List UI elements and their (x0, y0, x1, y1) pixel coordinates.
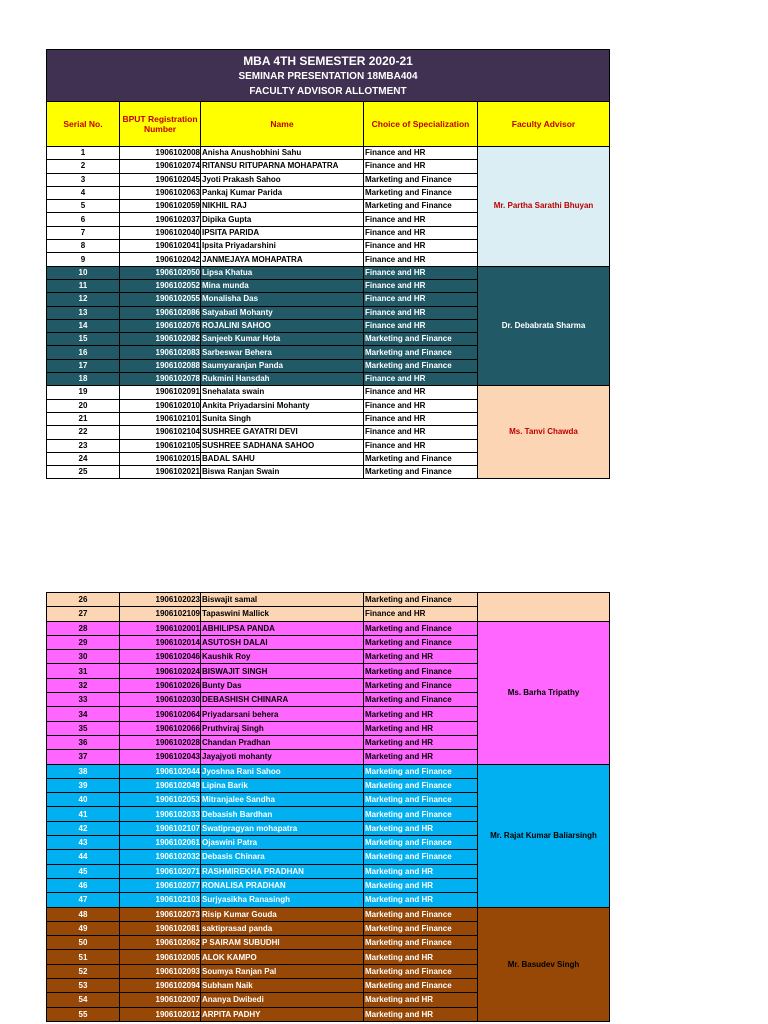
spec-cell: Marketing and Finance (364, 764, 478, 778)
serial-cell: 19 (47, 386, 120, 399)
spec-cell: Marketing and Finance (364, 186, 478, 199)
serial-cell: 3 (47, 173, 120, 186)
name-cell: RASHMIREKHA PRADHAN (201, 864, 364, 878)
serial-cell: 13 (47, 306, 120, 319)
title-line3: FACULTY ADVISOR ALLOTMENT (249, 85, 407, 97)
reg-cell: 1906102082 (120, 333, 201, 346)
reg-cell: 1906102077 (120, 878, 201, 892)
name-cell: Sunita Singh (201, 412, 364, 425)
reg-cell: 1906102015 (120, 452, 201, 465)
name-cell: Lipsa Khatua (201, 266, 364, 279)
spec-cell: Marketing and Finance (364, 793, 478, 807)
serial-cell: 34 (47, 707, 120, 721)
serial-cell: 23 (47, 439, 120, 452)
name-cell: SUSHREE SADHANA SAHOO (201, 439, 364, 452)
serial-cell: 44 (47, 850, 120, 864)
reg-cell: 1906102008 (120, 147, 201, 160)
serial-cell: 18 (47, 373, 120, 386)
faculty-advisor-cell: Ms. Tanvi Chawda (478, 386, 610, 479)
reg-cell: 1906102049 (120, 778, 201, 792)
spec-cell: Marketing and HR (364, 1007, 478, 1021)
reg-cell: 1906102055 (120, 293, 201, 306)
serial-cell: 14 (47, 319, 120, 332)
reg-cell: 1906102042 (120, 253, 201, 266)
serial-cell: 42 (47, 821, 120, 835)
faculty-advisor-cell: Ms. Barha Tripathy (478, 621, 610, 764)
reg-cell: 1906102021 (120, 466, 201, 479)
spec-cell: Marketing and Finance (364, 979, 478, 993)
reg-cell: 1906102040 (120, 226, 201, 239)
serial-cell: 17 (47, 359, 120, 372)
reg-cell: 1906102050 (120, 266, 201, 279)
spec-cell: Finance and HR (364, 386, 478, 399)
name-cell: Ananya Dwibedi (201, 993, 364, 1007)
name-cell: ABHILIPSA PANDA (201, 621, 364, 635)
spec-cell: Finance and HR (364, 213, 478, 226)
spec-cell: Finance and HR (364, 147, 478, 160)
spec-cell: Marketing and Finance (364, 173, 478, 186)
spec-cell: Marketing and HR (364, 707, 478, 721)
spec-cell: Marketing and Finance (364, 333, 478, 346)
spec-cell: Marketing and HR (364, 864, 478, 878)
reg-cell: 1906102041 (120, 240, 201, 253)
name-cell: Chandan Pradhan (201, 735, 364, 749)
faculty-advisor-cell (478, 593, 610, 622)
serial-cell: 50 (47, 936, 120, 950)
name-cell: P SAIRAM SUBUDHI (201, 936, 364, 950)
name-cell: saktiprasad panda (201, 921, 364, 935)
spec-cell: Finance and HR (364, 226, 478, 239)
reg-cell: 1906102045 (120, 173, 201, 186)
serial-cell: 55 (47, 1007, 120, 1021)
reg-cell: 1906102076 (120, 319, 201, 332)
table-row (47, 147, 610, 160)
table-row (47, 266, 610, 279)
serial-cell: 5 (47, 200, 120, 213)
reg-cell: 1906102107 (120, 821, 201, 835)
spec-cell: Finance and HR (364, 306, 478, 319)
reg-cell: 1906102063 (120, 186, 201, 199)
spec-cell: Marketing and HR (364, 721, 478, 735)
reg-cell: 1906102061 (120, 836, 201, 850)
table-row (47, 593, 610, 607)
serial-cell: 35 (47, 721, 120, 735)
serial-cell: 39 (47, 778, 120, 792)
reg-cell: 1906102010 (120, 399, 201, 412)
reg-cell: 1906102028 (120, 735, 201, 749)
serial-cell: 2 (47, 160, 120, 173)
spec-cell: Marketing and Finance (364, 907, 478, 921)
reg-cell: 1906102083 (120, 346, 201, 359)
name-cell: Sanjeeb Kumar Hota (201, 333, 364, 346)
serial-cell: 40 (47, 793, 120, 807)
spec-cell: Marketing and Finance (364, 850, 478, 864)
allotment-table-top (46, 49, 610, 479)
serial-cell: 20 (47, 399, 120, 412)
reg-cell: 1906102026 (120, 678, 201, 692)
reg-cell: 1906102101 (120, 412, 201, 425)
faculty-advisor-cell: Mr. Basudev Singh (478, 907, 610, 1021)
name-cell: ROJALINI SAHOO (201, 319, 364, 332)
name-cell: Kaushik Roy (201, 650, 364, 664)
name-cell: RITANSU RITUPARNA MOHAPATRA (201, 160, 364, 173)
serial-cell: 12 (47, 293, 120, 306)
reg-cell: 1906102001 (120, 621, 201, 635)
faculty-advisor-cell: Mr. Rajat Kumar Baliarsingh (478, 764, 610, 907)
header-spec: Choice of Specialization (364, 102, 478, 147)
spec-cell: Marketing and Finance (364, 693, 478, 707)
reg-cell: 1906102062 (120, 936, 201, 950)
header-serial: Serial No. (47, 102, 120, 147)
serial-cell: 36 (47, 735, 120, 749)
serial-cell: 8 (47, 240, 120, 253)
name-cell: JANMEJAYA MOHAPATRA (201, 253, 364, 266)
spec-cell: Marketing and HR (364, 878, 478, 892)
reg-cell: 1906102024 (120, 664, 201, 678)
serial-cell: 37 (47, 750, 120, 764)
name-cell: Subham Naik (201, 979, 364, 993)
spec-cell: Finance and HR (364, 412, 478, 425)
serial-cell: 16 (47, 346, 120, 359)
table-body-bottom (47, 593, 610, 1022)
reg-cell: 1906102005 (120, 950, 201, 964)
serial-cell: 6 (47, 213, 120, 226)
reg-cell: 1906102007 (120, 993, 201, 1007)
reg-cell: 1906102033 (120, 807, 201, 821)
serial-cell: 26 (47, 593, 120, 607)
name-cell: Satyabati Mohanty (201, 306, 364, 319)
name-cell: Anisha Anushobhini Sahu (201, 147, 364, 160)
reg-cell: 1906102059 (120, 200, 201, 213)
allotment-table-bottom (46, 592, 610, 1022)
serial-cell: 53 (47, 979, 120, 993)
spec-cell: Finance and HR (364, 399, 478, 412)
faculty-advisor-cell: Dr. Debabrata Sharma (478, 266, 610, 386)
reg-cell: 1906102043 (120, 750, 201, 764)
name-cell: ARPITA PADHY (201, 1007, 364, 1021)
name-cell: NIKHIL RAJ (201, 200, 364, 213)
spec-cell: Marketing and Finance (364, 359, 478, 372)
spec-cell: Finance and HR (364, 439, 478, 452)
reg-cell: 1906102109 (120, 607, 201, 621)
reg-cell: 1906102074 (120, 160, 201, 173)
name-cell: Pruthviraj Singh (201, 721, 364, 735)
reg-cell: 1906102093 (120, 964, 201, 978)
reg-cell: 1906102103 (120, 893, 201, 907)
faculty-advisor-cell: Mr. Partha Sarathi Bhuyan (478, 147, 610, 267)
serial-cell: 7 (47, 226, 120, 239)
serial-cell: 43 (47, 836, 120, 850)
serial-cell: 11 (47, 279, 120, 292)
name-cell: Biswajit samal (201, 593, 364, 607)
table-row (47, 621, 610, 635)
reg-cell: 1906102030 (120, 693, 201, 707)
serial-cell: 22 (47, 426, 120, 439)
serial-cell: 32 (47, 678, 120, 692)
serial-cell: 4 (47, 186, 120, 199)
name-cell: BADAL SAHU (201, 452, 364, 465)
spec-cell: Finance and HR (364, 279, 478, 292)
spec-cell: Marketing and HR (364, 735, 478, 749)
spec-cell: Marketing and Finance (364, 466, 478, 479)
spec-cell: Finance and HR (364, 319, 478, 332)
spec-cell: Finance and HR (364, 253, 478, 266)
name-cell: Lipina Barik (201, 778, 364, 792)
title-block (47, 50, 610, 102)
table-body-top (47, 147, 610, 479)
reg-cell: 1906102104 (120, 426, 201, 439)
reg-cell: 1906102023 (120, 593, 201, 607)
name-cell: Ankita Priyadarsini Mohanty (201, 399, 364, 412)
spec-cell: Marketing and Finance (364, 635, 478, 649)
serial-cell: 51 (47, 950, 120, 964)
serial-cell: 47 (47, 893, 120, 907)
spec-cell: Marketing and Finance (364, 678, 478, 692)
spec-cell: Finance and HR (364, 293, 478, 306)
serial-cell: 9 (47, 253, 120, 266)
serial-cell: 27 (47, 607, 120, 621)
name-cell: Dipika Gupta (201, 213, 364, 226)
name-cell: Jyoti Prakash Sahoo (201, 173, 364, 186)
spec-cell: Marketing and HR (364, 650, 478, 664)
reg-cell: 1906102046 (120, 650, 201, 664)
reg-cell: 1906102053 (120, 793, 201, 807)
reg-cell: 1906102032 (120, 850, 201, 864)
serial-cell: 38 (47, 764, 120, 778)
header-advisor: Faculty Advisor (478, 102, 610, 147)
reg-cell: 1906102081 (120, 921, 201, 935)
name-cell: Biswa Ranjan Swain (201, 466, 364, 479)
table-row (47, 386, 610, 399)
serial-cell: 31 (47, 664, 120, 678)
name-cell: SUSHREE GAYATRI DEVI (201, 426, 364, 439)
serial-cell: 45 (47, 864, 120, 878)
reg-cell: 1906102044 (120, 764, 201, 778)
serial-cell: 10 (47, 266, 120, 279)
spec-cell: Marketing and Finance (364, 807, 478, 821)
spec-cell: Finance and HR (364, 373, 478, 386)
name-cell: Priyadarsani behera (201, 707, 364, 721)
name-cell: Risip Kumar Gouda (201, 907, 364, 921)
header-reg: BPUT Registration Number (120, 102, 201, 147)
name-cell: Debasis Chinara (201, 850, 364, 864)
serial-cell: 25 (47, 466, 120, 479)
spec-cell: Marketing and Finance (364, 664, 478, 678)
reg-cell: 1906102094 (120, 979, 201, 993)
spec-cell: Marketing and HR (364, 950, 478, 964)
spec-cell: Marketing and Finance (364, 346, 478, 359)
reg-cell: 1906102105 (120, 439, 201, 452)
title-line2: SEMINAR PRESENTATION 18MBA404 (238, 70, 418, 82)
name-cell: Debasish Bardhan (201, 807, 364, 821)
name-cell: IPSITA PARIDA (201, 226, 364, 239)
serial-cell: 46 (47, 878, 120, 892)
header-name: Name (201, 102, 364, 147)
serial-cell: 41 (47, 807, 120, 821)
spec-cell: Marketing and Finance (364, 778, 478, 792)
name-cell: ALOK KAMPO (201, 950, 364, 964)
spec-cell: Finance and HR (364, 160, 478, 173)
name-cell: Saumyaranjan Panda (201, 359, 364, 372)
name-cell: RONALISA PRADHAN (201, 878, 364, 892)
title-line1: MBA 4TH SEMESTER 2020-21 (243, 53, 413, 68)
name-cell: ASUTOSH DALAI (201, 635, 364, 649)
name-cell: Monalisha Das (201, 293, 364, 306)
serial-cell: 1 (47, 147, 120, 160)
serial-cell: 33 (47, 693, 120, 707)
spec-cell: Marketing and HR (364, 993, 478, 1007)
name-cell: Rukmini Hansdah (201, 373, 364, 386)
spec-cell: Finance and HR (364, 607, 478, 621)
name-cell: Snehalata swain (201, 386, 364, 399)
reg-cell: 1906102052 (120, 279, 201, 292)
name-cell: Surjyasikha Ranasingh (201, 893, 364, 907)
spec-cell: Marketing and Finance (364, 836, 478, 850)
spec-cell: Marketing and Finance (364, 921, 478, 935)
reg-cell: 1906102012 (120, 1007, 201, 1021)
spec-cell: Marketing and HR (364, 750, 478, 764)
name-cell: Jyoshna Rani Sahoo (201, 764, 364, 778)
reg-cell: 1906102014 (120, 635, 201, 649)
name-cell: Soumya Ranjan Pal (201, 964, 364, 978)
serial-cell: 24 (47, 452, 120, 465)
spec-cell: Finance and HR (364, 240, 478, 253)
reg-cell: 1906102066 (120, 721, 201, 735)
spec-cell: Marketing and Finance (364, 452, 478, 465)
name-cell: Pankaj Kumar Parida (201, 186, 364, 199)
reg-cell: 1906102088 (120, 359, 201, 372)
spec-cell: Marketing and Finance (364, 621, 478, 635)
name-cell: Mitranjalee Sandha (201, 793, 364, 807)
serial-cell: 29 (47, 635, 120, 649)
serial-cell: 52 (47, 964, 120, 978)
serial-cell: 30 (47, 650, 120, 664)
spec-cell: Marketing and HR (364, 821, 478, 835)
spec-cell: Marketing and Finance (364, 936, 478, 950)
name-cell: Swatipragyan mohapatra (201, 821, 364, 835)
spec-cell: Marketing and HR (364, 893, 478, 907)
name-cell: Bunty Das (201, 678, 364, 692)
spec-cell: Finance and HR (364, 426, 478, 439)
table-row (47, 907, 610, 921)
reg-cell: 1906102078 (120, 373, 201, 386)
serial-cell: 21 (47, 412, 120, 425)
serial-cell: 49 (47, 921, 120, 935)
serial-cell: 28 (47, 621, 120, 635)
name-cell: BISWAJIT SINGH (201, 664, 364, 678)
name-cell: DEBASHISH CHINARA (201, 693, 364, 707)
reg-cell: 1906102071 (120, 864, 201, 878)
serial-cell: 48 (47, 907, 120, 921)
name-cell: Sarbeswar Behera (201, 346, 364, 359)
reg-cell: 1906102073 (120, 907, 201, 921)
name-cell: Tapaswini Mallick (201, 607, 364, 621)
name-cell: Jayajyoti mohanty (201, 750, 364, 764)
spec-cell: Finance and HR (364, 266, 478, 279)
reg-cell: 1906102091 (120, 386, 201, 399)
spec-cell: Marketing and Finance (364, 593, 478, 607)
spec-cell: Marketing and Finance (364, 964, 478, 978)
name-cell: Ipsita Priyadarshini (201, 240, 364, 253)
name-cell: Mina munda (201, 279, 364, 292)
name-cell: Ojaswini Patra (201, 836, 364, 850)
header-row (47, 102, 610, 147)
spec-cell: Marketing and Finance (364, 200, 478, 213)
reg-cell: 1906102086 (120, 306, 201, 319)
table-row (47, 764, 610, 778)
reg-cell: 1906102064 (120, 707, 201, 721)
serial-cell: 15 (47, 333, 120, 346)
reg-cell: 1906102037 (120, 213, 201, 226)
serial-cell: 54 (47, 993, 120, 1007)
